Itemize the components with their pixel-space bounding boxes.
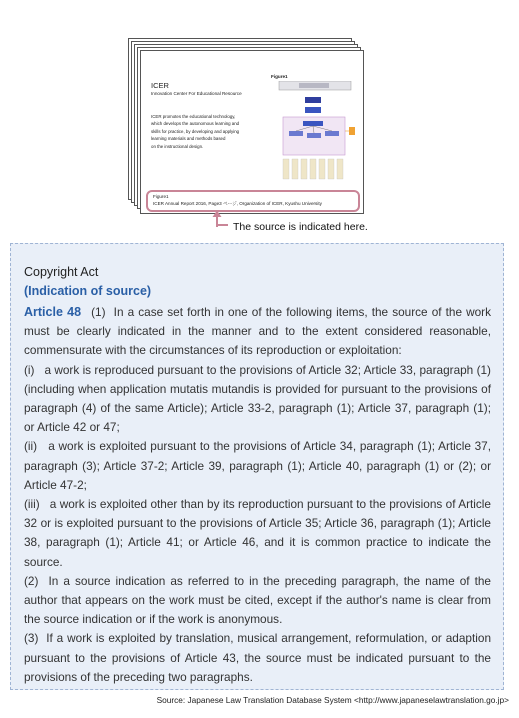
callout-arrow-icon [210, 209, 230, 229]
icer-subtitle: Innovation Center For Educational Resource [151, 91, 242, 96]
callout-text: The source is indicated here. [233, 221, 368, 233]
copyright-act-box [10, 243, 504, 690]
paragraph-2: (2) In a source indication as referred to in the preceding paragraph, the name of the author that appears on the work must be cited, except if the author's name is clear from the source indication or if the work is anonymous. [24, 573, 491, 627]
front-page [140, 50, 364, 214]
act-subheading: (Indication of source) [24, 284, 152, 298]
paragraph-3: (3) If a work is exploited by translation, musical arrangement, reformulation, or adaption pursuant to the provisions of Article 43, the source must be indicated pursuant to the provisions of the preceding two paragraphs. [24, 631, 491, 684]
icer-title: ICER [151, 81, 169, 90]
figure-label: Figure1 [271, 74, 288, 79]
source-citation: ICER Annual Report 2016, Page3 ページ, Organization of ICER, Kyushu University [153, 201, 322, 206]
article-number: Article 48 [24, 305, 82, 319]
act-body [24, 303, 491, 687]
item-1: (i) a work is reproduced pursuant to the provisions of Article 32; Article 33, paragraph (1) (including when application mutatis mutandis is provided for pursuant to the provisions of paragraph (4) of the same Article); Article 33-2, paragraph (1); Article 37, paragraph (1); or Article 42 or 47; [24, 362, 491, 435]
item-3: (iii) a work is exploited other than by its reproduction pursuant to the provisions of Article 32 or is exploited pursuant to the provisions of Article 35; Article 36, paragraph (1); Article 38, paragraph (1); Article 41; or Article 46, and it is common practice to indicate the source. [24, 497, 491, 569]
source-indication-box [146, 190, 360, 212]
document-stack-illustration [128, 38, 360, 210]
paragraph-1-text: (1) In a case set forth in one of the following items, the source of the work must be clearly indicated in the manner and to the extent considered reasonable, commensurate with the circumstances of its reproduction or exploitation: [24, 305, 492, 358]
article-paragraph-1 [24, 303, 491, 361]
icer-description: ICER promotes the educational technology, which develops the autonomous learning and skills for practice, by developing and applying learning materials and methods based on the instructional design. [151, 114, 240, 149]
source-figure-label: Figure1 [153, 194, 169, 199]
act-heading: Copyright Act [24, 265, 99, 279]
item-2: (ii) a work is exploited pursuant to the provisions of Article 34, paragraph (1); Article 37, paragraph (3); Article 37-2; Article 39, paragraph (1); Article 40, paragraph (1) or (2); or Article 47-2; [24, 439, 491, 492]
org-diagram-graphic [269, 81, 357, 185]
footer-source: Source: Japanese Law Translation Database System <http://www.japaneselawtranslation.go.jp> [156, 695, 509, 705]
